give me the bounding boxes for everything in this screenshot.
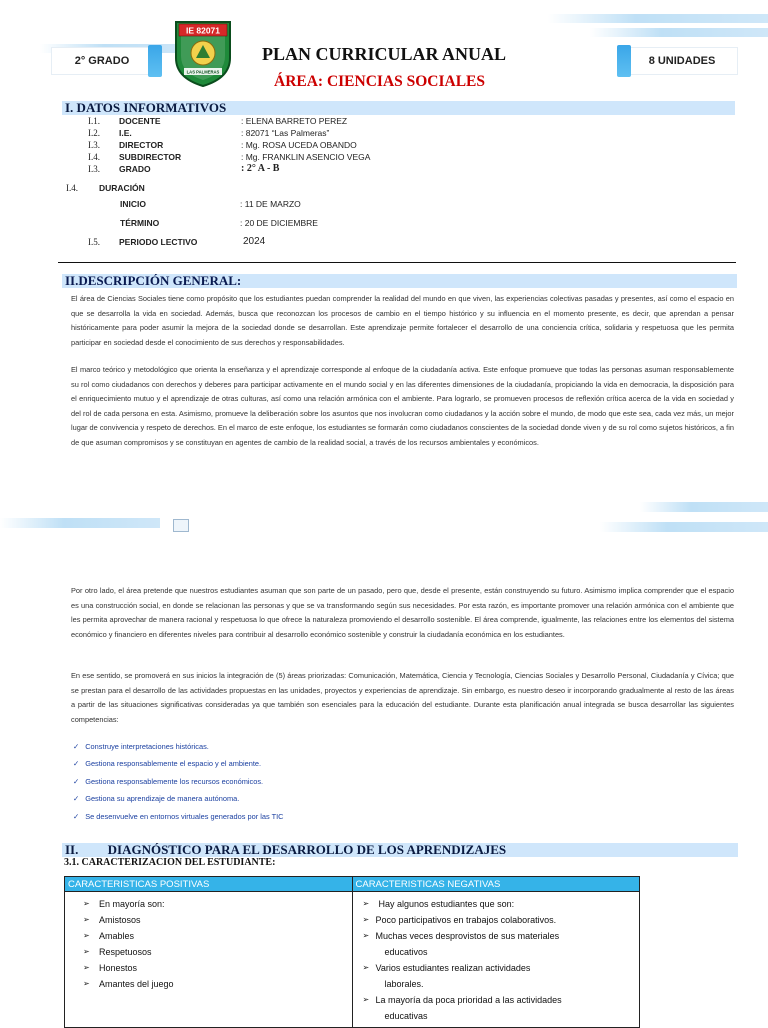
- competencia-text: Se desenvuelve en entornos virtuales generados por las TIC: [85, 811, 284, 821]
- descripcion-paragraph-1: El área de Ciencias Sociales tiene como propósito que los estudiantes puedan comprender la realidad del mundo en que viven, las experiencias colectivas pasadas y presentes, así como el espacio en que se desarrolla la vida en sociedad. Además, busca que reconozcan los procesos de cambio en el tiempo histórico y su influencia en el momento presente, es decir, que aprendan a pensar históricamente para poder asumir la mejora de la sociedad donde se desarrollan. Este aprendizaje permite fortalecer el desarrollo de una conciencia crítica, solidaria y respetuosa que les permita participar en sociedad desde el conocimiento de sus derechos y responsabilidades.: [71, 294, 734, 347]
- units-box: [627, 48, 737, 74]
- info-row-num: I.5.: [88, 237, 100, 247]
- negativa-item: [353, 992, 640, 1024]
- page-break-deco-right-2: [600, 522, 768, 532]
- info-row-num: I.3.: [88, 140, 100, 150]
- info-row-label: PERIODO LECTIVO: [119, 237, 198, 247]
- info-row-value: : ELENA BARRETO PEREZ: [241, 116, 348, 126]
- positiva-item: ➢ Honestos: [65, 960, 352, 976]
- info-row-num: I.2.: [88, 128, 100, 138]
- positiva-item: ➢ Amantes del juego: [65, 976, 352, 992]
- competencias-list: [73, 738, 284, 825]
- competencia-item: [73, 790, 284, 807]
- info-row-value: : 82071 “Las Palmeras”: [241, 128, 330, 138]
- page-title: PLAN CURRICULAR ANUAL: [262, 44, 507, 64]
- competencia-text: Gestiona su aprendizaje de manera autónoma.: [85, 794, 240, 804]
- negativa-text: Muchas veces desprovistos de sus materiales: [375, 931, 560, 941]
- info-row-num: I.4.: [88, 152, 100, 162]
- info-row-inicio: [120, 199, 380, 211]
- info-row-value: : 2° A - B: [241, 163, 280, 174]
- info-row-label: INICIO: [120, 199, 146, 209]
- header-deco-bar-top-right: [548, 14, 768, 23]
- units-box-tab: [617, 45, 631, 77]
- info-row-subdirector: [88, 152, 388, 162]
- diagnostico-num: II.: [65, 842, 79, 857]
- logo-name: LAS PALMERAS: [186, 69, 220, 75]
- logo-code: IE 82071: [185, 25, 221, 36]
- info-row-num: I.4.: [66, 183, 78, 193]
- grade-box-label: 2° GRADO: [74, 55, 130, 67]
- info-row-grado: [88, 164, 388, 176]
- competencia-item: [73, 738, 284, 755]
- negativa-text: Varios estudiantes realizan actividades: [375, 963, 531, 973]
- header-deco-bar-second-right: [590, 28, 768, 37]
- info-row-periodo: [88, 237, 388, 249]
- caracterizacion-subheading: 3.1. CARACTERIZACION DEL ESTUDIANTE:: [64, 857, 276, 868]
- negativa-item: [353, 912, 640, 928]
- info-row-label: GRADO: [119, 164, 151, 174]
- col-header-positivas: CARACTERISTICAS POSITIVAS: [65, 877, 353, 892]
- positiva-item: ➢ Amistosos: [65, 912, 352, 928]
- descripcion-paragraph-3: Por otro lado, el área pretende que nuestros estudiantes asuman que son parte de un pasado, pero que, desde el presente, están construyendo su futuro. Asimismo implica comprender que el espacio es una construcción social, en donde se relacionan las personas y que se va transformando según sus necesidades. Por esta razón, es importante promover una relación armónica con el ambiente que les permita aprovechar de manera racional y respetuosa lo que ofrece la naturaleza promoviendo el desarrollo sostenible. El área comprende, igualmente, las relaciones entre los elementos del sistema económico y financiero en diferentes niveles para contribuir al desarrollo económico sostenible y construir la ciudadanía económica en los estudiantes.: [71, 586, 734, 639]
- negativa-text: La mayoría da poca prioridad a las actividades: [375, 995, 562, 1005]
- negativa-item: [353, 928, 640, 960]
- grade-box: [52, 48, 152, 74]
- school-logo: [172, 18, 234, 88]
- info-row-value: : 11 DE MARZO: [240, 199, 301, 209]
- info-row-label: TÉRMINO: [120, 218, 160, 228]
- negativa-text-cont: educativos: [384, 947, 428, 957]
- info-row-termino: [120, 218, 380, 230]
- datos-informativos-heading: I. DATOS INFORMATIVOS: [62, 101, 735, 115]
- check-icon: ✓: [73, 742, 80, 751]
- info-row-num: I.3.: [88, 164, 100, 174]
- info-row-label: DURACIÓN: [99, 183, 145, 193]
- competencia-item: [73, 755, 284, 772]
- competencia-text: Gestiona responsablemente los recursos económicos.: [85, 776, 264, 786]
- page-break-deco-left: [0, 518, 160, 528]
- col-header-negativas: CARACTERISTICAS NEGATIVAS: [352, 877, 640, 892]
- negativa-item: [353, 896, 640, 912]
- info-row-num: I.1.: [88, 116, 100, 126]
- page-break-deco-right: [640, 502, 768, 512]
- positivas-cell: [65, 892, 353, 1028]
- check-icon: ✓: [73, 794, 80, 804]
- diagnostico-title: DIAGNÓSTICO PARA EL DESARROLLO DE LOS APRENDIZAJES: [107, 842, 507, 857]
- descripcion-paragraph-4: En ese sentido, se promoverá en sus inicios la integración de (5) áreas priorizadas: Comunicación, Matemática, Ciencia y Tecnología, Ciencias Sociales y Desarrollo Personal, Ciudadanía y Cívica; que se prestan para el desarrollo de las actividades propuestas en las unidades, proyectos y experiencias de aprendizaje. Sin embargo, es nuestro deseo ir incorporando gradualmente al resto de las áreas a partir de las situaciones significativas consideradas ya que también son esenciales para la educación del estudiante. Durante esta planificación anual integrada se busca desarrollar las siguientes competencias:: [71, 671, 734, 724]
- competencia-item: [73, 773, 284, 790]
- info-row-value: : Mg. FRANKLIN ASENCIO VEGA: [241, 152, 371, 162]
- info-row-value: : 20 DE DICIEMBRE: [240, 218, 318, 228]
- caracteristicas-table: [64, 876, 640, 1028]
- units-box-label: 8 UNIDADES: [648, 55, 716, 67]
- grade-box-tab: [148, 45, 162, 77]
- descripcion-general-heading: II.DESCRIPCIÓN GENERAL:: [62, 274, 737, 288]
- negativa-text-cont: educativas: [384, 1011, 428, 1021]
- info-row-director: [88, 140, 388, 150]
- info-row-label: DIRECTOR: [119, 140, 164, 150]
- info-row-label: DOCENTE: [119, 116, 161, 126]
- negativas-cell: [352, 892, 640, 1028]
- negativa-text: Hay algunos estudiantes que son:: [378, 899, 515, 909]
- negativa-text-cont: laborales.: [384, 979, 424, 989]
- page-subtitle: ÁREA: CIENCIAS SOCIALES: [274, 73, 486, 90]
- negativa-item: [353, 960, 640, 992]
- negativa-text: Poco participativos en trabajos colaborativos.: [375, 915, 557, 925]
- info-row-docente: [88, 116, 388, 126]
- info-row-value: 2024: [243, 236, 266, 247]
- positiva-item: ➢ Amables: [65, 928, 352, 944]
- positiva-item: ➢ Respetuosos: [65, 944, 352, 960]
- check-icon: ✓: [73, 811, 80, 821]
- info-row-ie: [88, 128, 388, 138]
- page-break-marker-icon: [173, 519, 189, 532]
- descripcion-paragraph-2: El marco teórico y metodológico que orienta la enseñanza y el aprendizaje corresponde al enfoque de la ciudadanía activa. Este enfoque promueve que todas las personas asuman responsablemente su rol como ciudadanos con derechos y deberes para participar activamente en el mundo social y en las diferentes dimensiones de la ciudadanía, propiciando la vida en democracia, la disposición para el enriquecimiento mutuo y el aprendizaje de otras culturas, así como una relación armónica con el ambiente. Para lograrlo, se promueven procesos de reflexión crítica acerca de la vida en sociedad y del rol de cada persona en esta. Asimismo, promueve la deliberación sobre los asuntos que nos involucran como ciudadanos y la acción sobre el mundo, de modo que este sea, cada vez más, un mejor lugar de convivencia y respeto de derechos. En el marco de este enfoque, los estudiantes se formarán como ciudadanos conscientes de la sociedad donde viven y de su rol como sujetos históricos, a fin de que asuman compromisos y se constituyan en agentes de cambio de la realidad social, a través de los recursos ambientales y económicos.: [71, 365, 734, 447]
- info-row-duracion: [66, 183, 266, 195]
- competencia-item: [73, 808, 284, 825]
- competencia-text: Construye interpretaciones históricas.: [85, 742, 209, 751]
- competencia-text: Gestiona responsablemente el espacio y el ambiente.: [85, 759, 262, 769]
- positiva-item: ➢ En mayoría son:: [65, 896, 352, 912]
- check-icon: ✓: [73, 759, 80, 769]
- info-row-label: SUBDIRECTOR: [119, 152, 182, 162]
- info-row-label: I.E.: [119, 128, 132, 138]
- diagnostico-heading: [62, 843, 738, 857]
- section-divider: [58, 262, 736, 263]
- check-icon: ✓: [73, 776, 80, 786]
- info-row-value: : Mg. ROSA UCEDA OBANDO: [241, 140, 357, 150]
